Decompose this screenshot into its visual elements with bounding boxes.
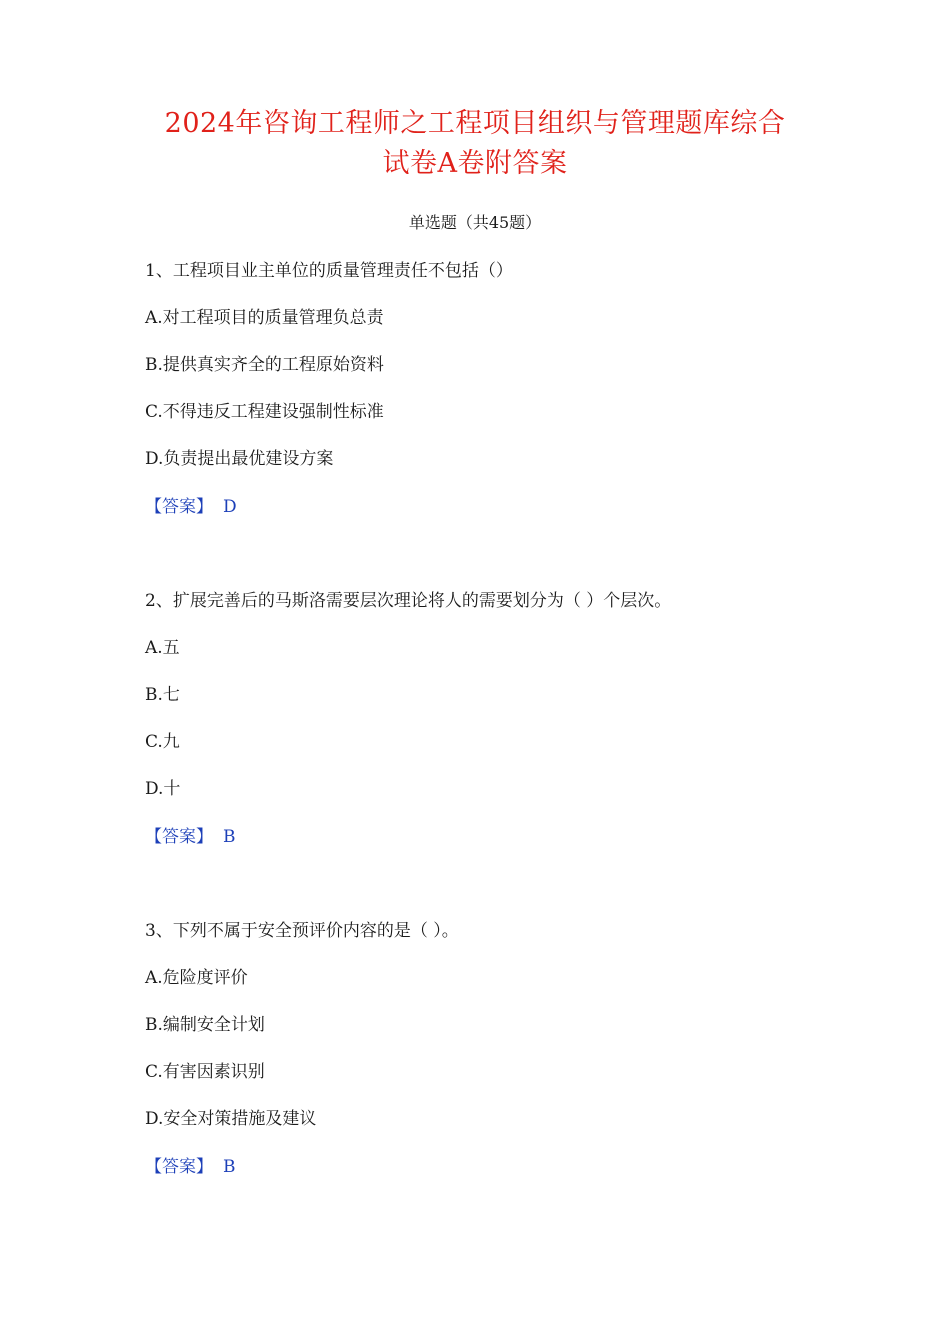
question-1-option-a: A.对工程项目的质量管理负总责 bbox=[145, 308, 384, 328]
question-2-option-a: A.五 bbox=[145, 638, 180, 658]
question-1-option-c: C.不得违反工程建设强制性标准 bbox=[145, 402, 384, 422]
question-1-option-b: B.提供真实齐全的工程原始资料 bbox=[145, 355, 384, 375]
answer-value: B bbox=[223, 1157, 236, 1177]
document-title bbox=[100, 104, 850, 184]
answer-label: 【答案】 bbox=[145, 1157, 213, 1177]
question-3-option-a: A.危险度评价 bbox=[145, 968, 248, 988]
question-2-stem: 2、扩展完善后的马斯洛需要层次理论将人的需要划分为（ ）个层次。 bbox=[145, 591, 672, 611]
title-line-2: 试卷A卷附答案 bbox=[382, 148, 568, 179]
question-3-stem: 3、下列不属于安全预评价内容的是（ ）。 bbox=[145, 921, 459, 941]
question-2-option-c: C.九 bbox=[145, 732, 180, 752]
section-heading: 单选题（共45题） bbox=[408, 213, 542, 232]
question-2-option-b: B.七 bbox=[145, 685, 180, 705]
question-2-option-d: D.十 bbox=[145, 779, 181, 799]
answer-value: D bbox=[223, 497, 237, 517]
question-3-option-b: B.编制安全计划 bbox=[145, 1015, 265, 1035]
question-3-answer bbox=[145, 1155, 236, 1179]
answer-label: 【答案】 bbox=[145, 497, 213, 517]
answer-label: 【答案】 bbox=[145, 827, 213, 847]
question-3-option-d: D.安全对策措施及建议 bbox=[145, 1109, 317, 1129]
title-line-1: 2024年咨询工程师之工程项目组织与管理题库综合 bbox=[164, 108, 786, 139]
question-1-answer bbox=[145, 495, 237, 519]
question-2-answer bbox=[145, 825, 236, 849]
answer-value: B bbox=[223, 827, 236, 847]
question-1-option-d: D.负责提出最优建设方案 bbox=[145, 449, 334, 469]
question-3-option-c: C.有害因素识别 bbox=[145, 1062, 265, 1082]
question-1-stem: 1、工程项目业主单位的质量管理责任不包括（） bbox=[145, 261, 513, 281]
